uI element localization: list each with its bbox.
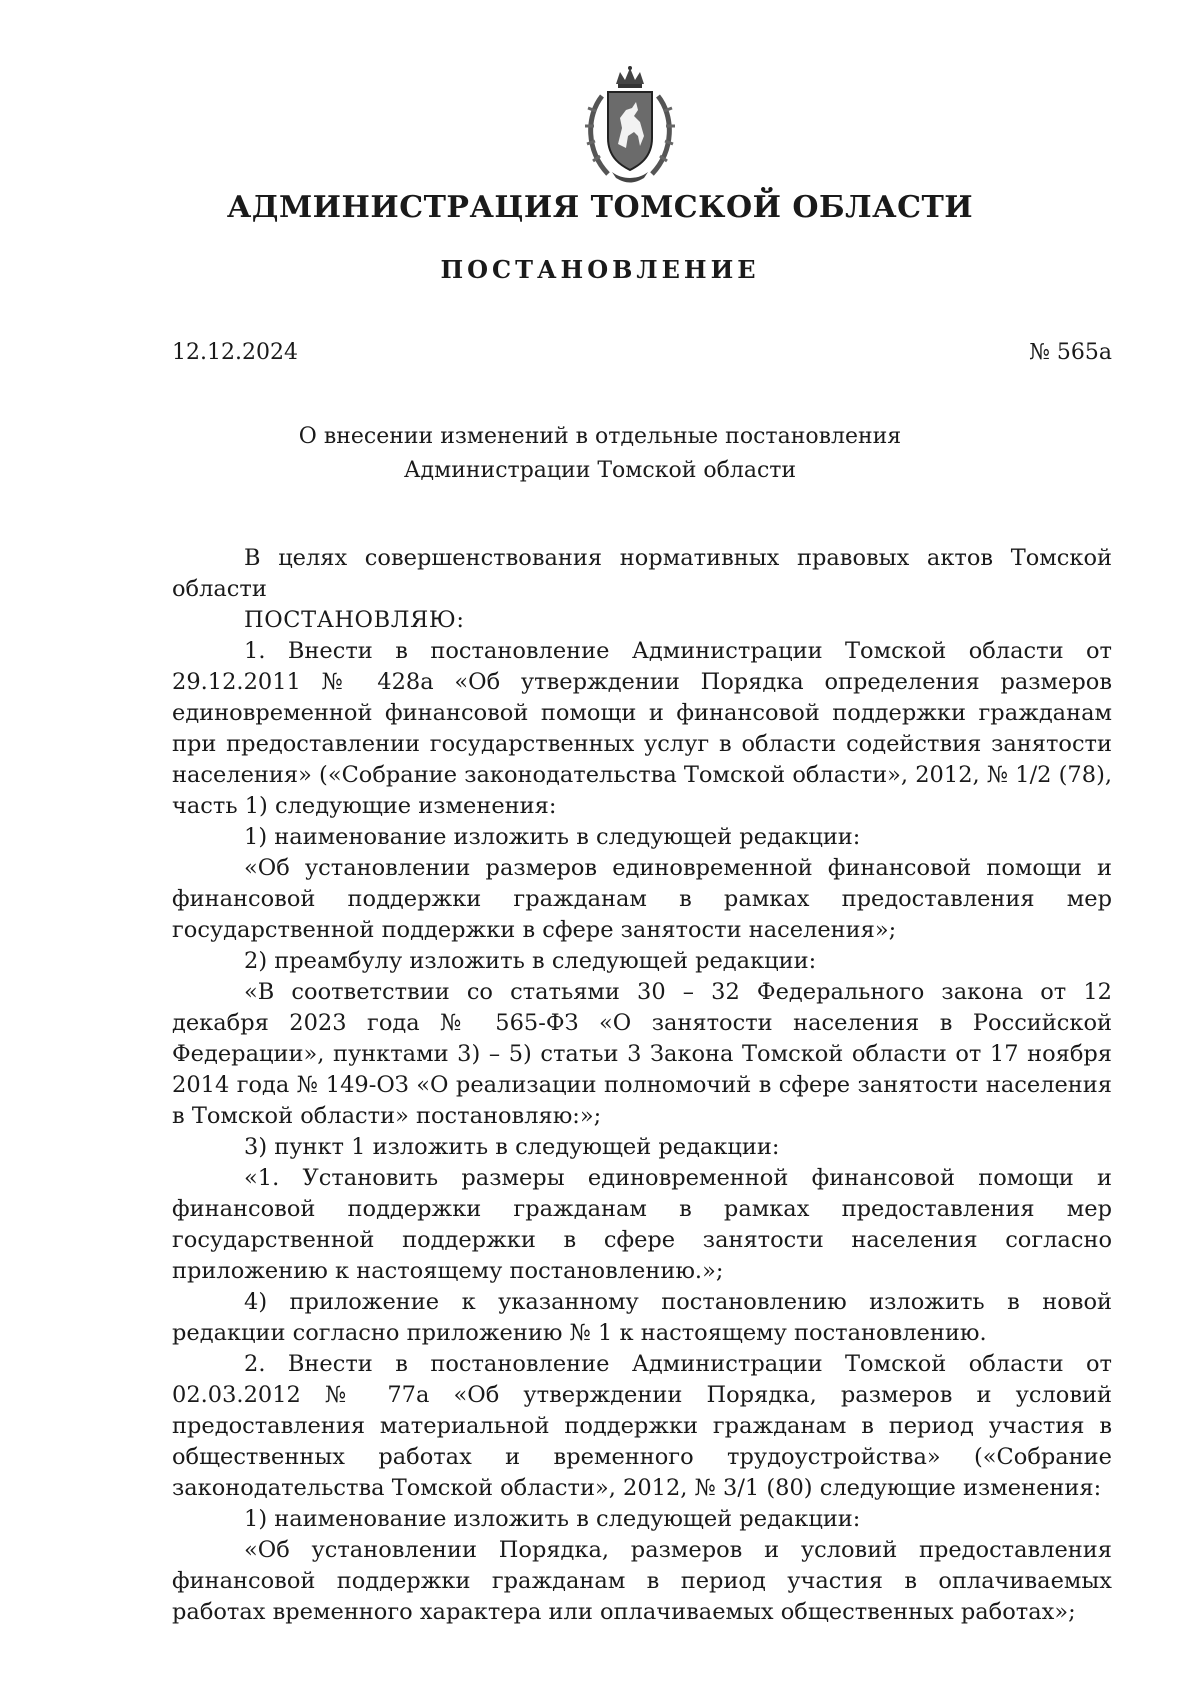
- paragraph-2: 2. Внести в постановление Администрации Томской области от 02.03.2012 № 77а «Об утверждении Порядка, размеров и условий предоставления материальной поддержки гражданам в период участия в общественных работах и временного трудоустройства» («Собрание законодательства Томской области», 2012, № 3/1 (80) следующие изменения:: [172, 1351, 1112, 1501]
- paragraph-2-1: 1) наименование изложить в следующей редакции:: [244, 1506, 861, 1532]
- subject-line-1: О внесении изменений в отдельные постановления: [298, 424, 902, 449]
- intro-paragraph: В целях совершенствования нормативных правовых актов Томской области: [172, 545, 1112, 602]
- coat-of-arms-emblem: [578, 66, 682, 186]
- paragraph-1-3-text: «1. Установить размеры единовременной финансовой помощи и финансовой поддержки гражданам в рамках предоставления мер государственной поддержки в сфере занятости населения согласно приложению к настоящему постановлению.»;: [172, 1165, 1112, 1284]
- paragraph-1-4: 4) приложение к указанному постановлению изложить в новой редакции согласно приложению № 1 к настоящему постановлению.: [172, 1289, 1112, 1346]
- paragraph-1-1: 1) наименование изложить в следующей редакции:: [244, 824, 861, 850]
- document-body: [172, 543, 1112, 1628]
- paragraph-1: 1. Внести в постановление Администрации Томской области от 29.12.2011 № 428а «Об утверждении Порядка определения размеров единовременной финансовой помощи и финансовой поддержки гражданам при предоставлении государственных услуг в области содействия занятости населения» («Собрание законодательства Томской области», 2012, № 1/2 (78), часть 1) следующие изменения:: [172, 638, 1112, 819]
- document-subject: [0, 420, 1200, 488]
- organization-name: АДМИНИСТРАЦИЯ ТОМСКОЙ ОБЛАСТИ: [226, 190, 974, 225]
- paragraph-1-1-text: «Об установлении размеров единовременной финансовой помощи и финансовой поддержки гражданам в рамках предоставления мер государственной поддержки в сфере занятости населения»;: [172, 855, 1112, 943]
- decree-word: ПОСТАНОВЛЯЮ:: [244, 607, 465, 633]
- paragraph-2-1-text: «Об установлении Порядка, размеров и условий предоставления финансовой поддержки гражданам в период участия в оплачиваемых работах временного характера или оплачиваемых общественных работах»;: [172, 1537, 1112, 1625]
- document-type: ПОСТАНОВЛЕНИЕ: [440, 255, 760, 284]
- paragraph-1-2: 2) преамбулу изложить в следующей редакции:: [244, 948, 817, 974]
- subject-line-2: Администрации Томской области: [403, 458, 797, 483]
- paragraph-1-3: 3) пункт 1 изложить в следующей редакции:: [244, 1134, 780, 1160]
- document-number: № 565а: [1029, 340, 1112, 365]
- paragraph-1-2-text: «В соответствии со статьями 30 – 32 Федерального закона от 12 декабря 2023 года № 565-ФЗ «О занятости населения в Российской Федерации», пунктами 3) – 5) статьи 3 Закона Томской области от 17 ноября 2014 года № 149-ОЗ «О реализации полномочий в сфере занятости населения в Томской области» постановляю:»;: [172, 979, 1112, 1129]
- document-date: 12.12.2024: [172, 340, 298, 365]
